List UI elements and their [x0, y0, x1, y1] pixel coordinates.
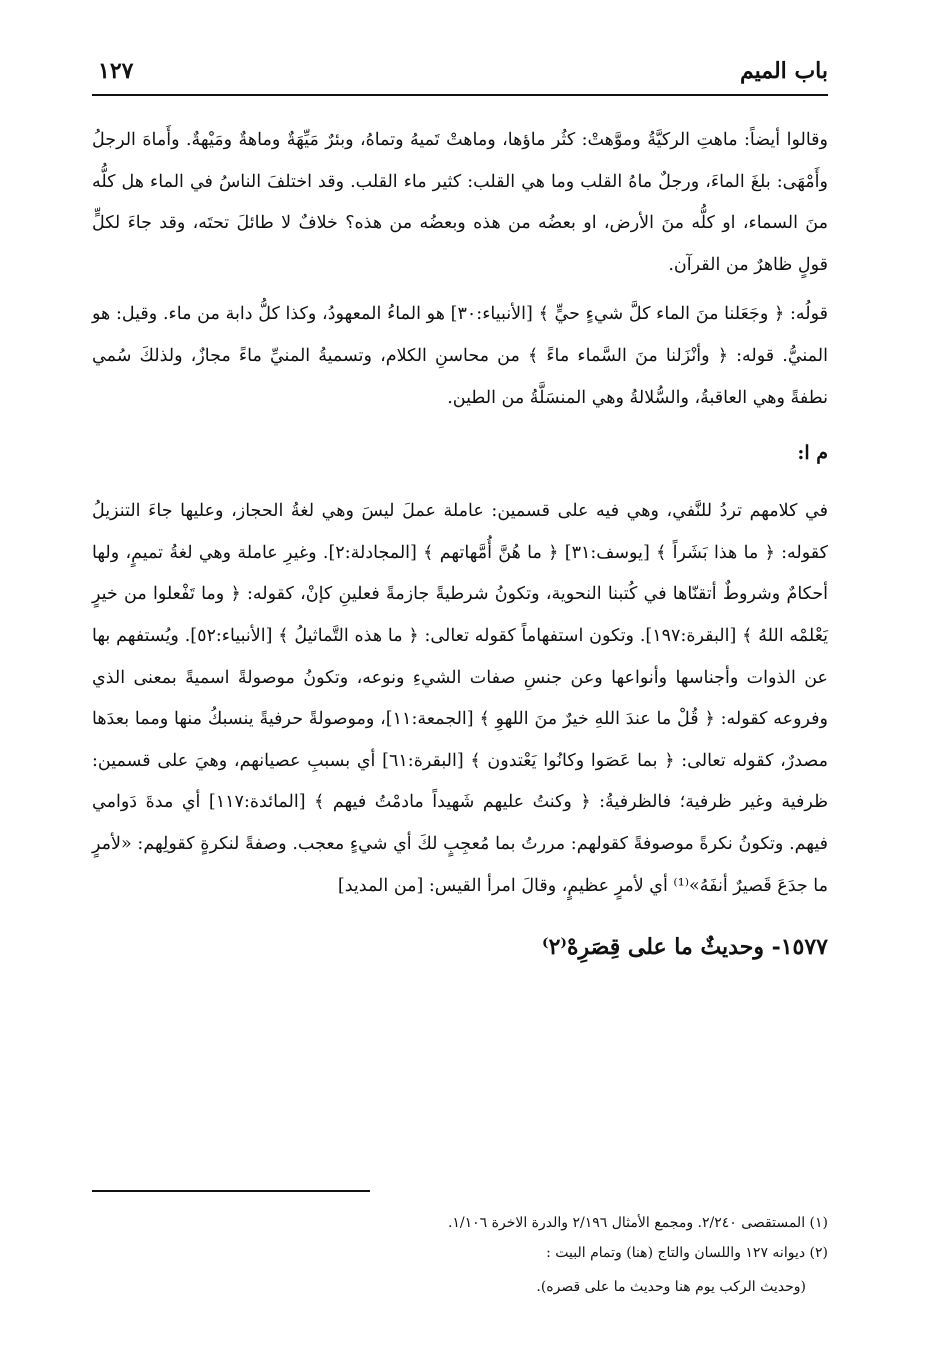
footnote-1: (١) المستقصى ٢/٢٤٠. ومجمع الأمثال ٢/١٩٦ والدرة الاخرة ١/١٠٦. — [447, 1215, 828, 1231]
footnote-verse: (وحديث الركب يوم هنا وحديث ما على قصره). — [536, 1279, 806, 1295]
main-text — [92, 120, 828, 969]
paragraph-quran-water: قولُه: ﴿ وجَعَلنا منَ الماء كلَّ شيءٍ حيٍّ ﴾ [الأنبياء:٣٠] هو الماءُ المعهودُ، وكذا كلُّ دابة من ماء. وقيل: هو المنيُّ. قوله: ﴿ وأنْزَلنا منَ السَّماء ماءً ﴾ من محاسنِ الكلام، وتسميةُ المنيِّ ماءً مجازٌ، ولذلكَ سُمي نطفةً وهي العاقبةُ، والسُّلالةُ وهي المنسَلَّةُ من الطين. — [92, 304, 828, 408]
page-number: ١٢٧ — [98, 58, 134, 84]
footnotes — [92, 1208, 828, 1302]
header-divider — [92, 94, 828, 96]
book-page — [92, 52, 828, 1342]
paragraph-ma-particle: في كلامهم تردُ للنَّفي، وهي فيه على قسمين: عاملة عملَ ليسَ وهي لغةُ الحجاز، وعليها جاءَ التنزيلُ كقوله: ﴿ ما هذا بَشَراً ﴾ [يوسف:٣١] ﴿ ما هُنَّ أُمَّهاتهم ﴾ [المجادلة:٢]. وغيرِ عاملة وهي لغةُ تميمٍ، ولها أحكامٌ وشروطٌ أتقنّاها في كُتبنا النحوية، وتكونُ شرطيةً جازمةً فعلينِ كإنْ، كقوله: ﴿ وما تَفْعلوا من خيرٍ يَعْلمْه اللهُ ﴾ [البقرة:١٩٧]. وتكون استفهاماً كقوله تعالى: ﴿ ما هذه التَّماثيلُ ﴾ [الأنبياء:٥٢]. ويُستفهم بها عن الذوات وأجناسها وأنواعها وعن جنسِ صفات الشيءِ ونوعه، وتكونُ موصولةً اسميةً بمعنى الذي وفروعه كقوله: ﴿ قُلْ ما عندَ اللهِ خيرٌ منَ اللهوِ ﴾ [الجمعة:١١]، وموصولةً حرفيةً ينسبكُ منها ومما بعدَها مصدرٌ، كقوله تعالى: ﴿ بما عَصَوا وكانُوا يَعْتدون ﴾ [البقرة:٦١] أي بسببِ عصيانهم، وهيَ على قسمين: ظرفية وغير ظرفية؛ فالظرفيةُ: ﴿ وكنتُ عليهم شَهيداً مادمْتُ فيهم ﴾ [المائدة:١١٧] أي مدةَ دَوامي فيهم. وتكونُ نكرةً موصوفةً كقولهم: مررتُ بما مُعجِبٍ لكَ أي شيءٍ معجب. وصفةً لنكرةٍ كقولِهم: «لأمرٍ ما جدَعَ قَصيرٌ أنفَهُ»⁽¹⁾ أي لأمرٍ عظيمٍ، وقالَ امرأ القيس: [من المديد] — [92, 501, 829, 896]
footnote-divider — [92, 1190, 370, 1192]
chapter-title: باب الميم — [739, 58, 828, 84]
poem-verse: ١٥٧٧- وحديثٌ ما على قِصَرِهْ⁽٢⁾ — [542, 934, 828, 961]
entry-heading: م ا: — [797, 442, 828, 465]
paragraph-water-meaning: وقالوا أيضاً: ماهتِ الركيَّةُ وموَّهتْ: كثُر ماؤها، وماهتْ تَميهُ وتماهُ، وبئرٌ مَيِّهَةٌ وماهةٌ ومَيْهةٌ. وأَماهَ الرجلُ وأَمْهَى: بلغَ الماءَ، ورجلٌ ماهُ القلب وما هي القلب: كثير ماء القلب. وقد اختلفَ الناسُ في الماء هل كلُّه منَ السماء، او كلُّه منَ الأرض، او بعضُه من هذه وبعضُه من هذه؟ خلافٌ لا طائلَ تحتَه، وقد جاءَ لكلٍّ قولٍ ظاهرٌ من القرآن. — [92, 130, 828, 275]
page-header — [92, 52, 828, 96]
footnote-2: (٢) ديوانه ١٢٧ واللسان والتاج (هنا) وتمام البيت : — [546, 1245, 828, 1261]
